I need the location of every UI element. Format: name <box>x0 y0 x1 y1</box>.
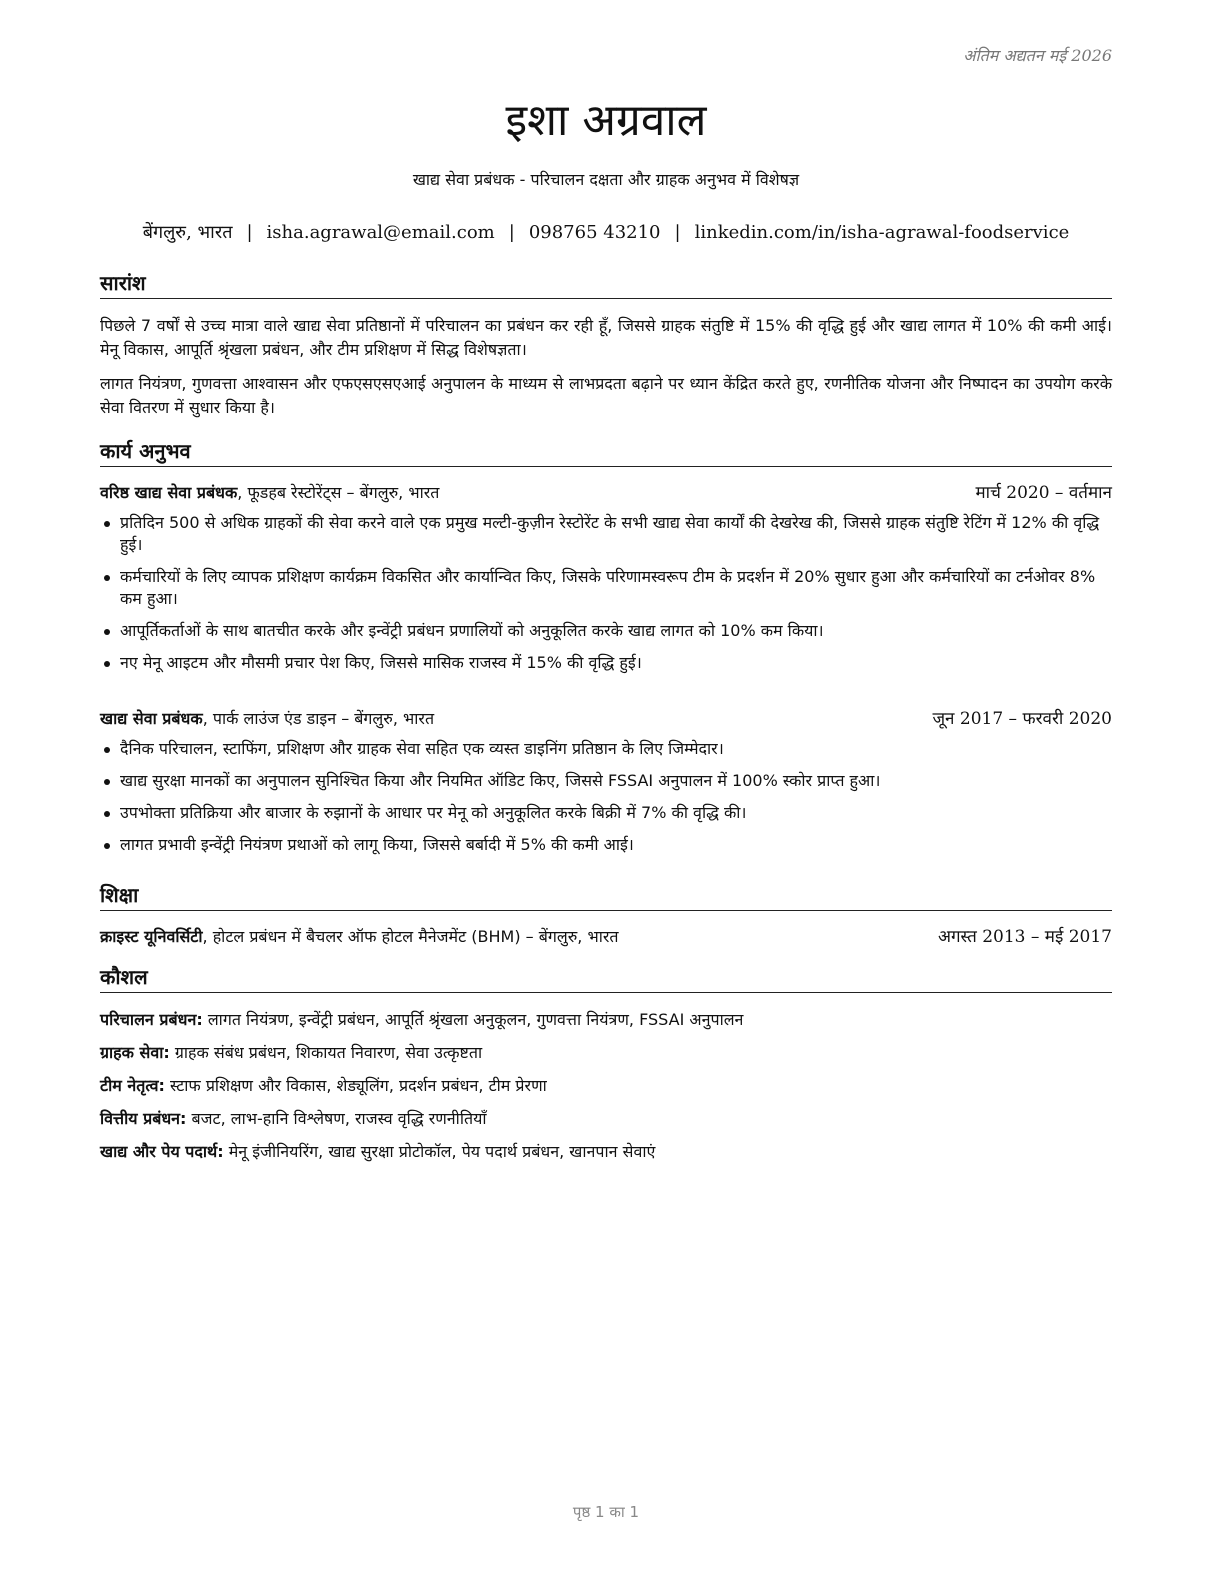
list-item: आपूर्तिकर्ताओं के साथ बातचीत करके और इन्वेंट्री प्रबंधन प्रणालियों को अनुकूलित करके खाद्य लागत को 10% कम किया। <box>100 620 1112 642</box>
summary-paragraph: लागत नियंत्रण, गुणवत्ता आश्वासन और एफएसएसएआई अनुपालन के माध्यम से लाभप्रदता बढ़ाने पर ध्यान केंद्रित करते हुए, रणनीतिक योजना और निष्पादन का उपयोग करके सेवा वितरण में सुधार किया है। <box>100 374 1112 417</box>
section-title-skills: कौशल <box>100 964 1112 993</box>
contact-phone: 098765 43210 <box>528 222 661 243</box>
skill-value: ग्राहक संबंध प्रबंधन, शिकायत निवारण, सेवा उत्कृष्टता <box>169 1043 483 1062</box>
skill-label: ग्राहक सेवा: <box>100 1043 170 1062</box>
skill-label: वित्तीय प्रबंधन: <box>100 1109 187 1128</box>
contact-location: बेंगलुरु, भारत <box>142 222 233 243</box>
skill-value: लागत नियंत्रण, इन्वेंट्री प्रबंधन, आपूर्ति श्रृंखला अनुकूलन, गुणवत्ता नियंत्रण, FSSAI अनुपालन <box>202 1010 744 1029</box>
contact-email[interactable]: isha.agrawal@email.com <box>266 222 495 243</box>
skill-label: परिचालन प्रबंधन: <box>100 1010 203 1029</box>
contact-line <box>100 220 1112 244</box>
job-role: वरिष्ठ खाद्य सेवा प्रबंधक <box>100 483 238 502</box>
list-item: प्रतिदिन 500 से अधिक ग्राहकों की सेवा करने वाले एक प्रमुख मल्टी-कुज़ीन रेस्टोरेंट के सभी खाद्य सेवा कार्यों की देखरेख की, जिससे ग्राहक संतुष्टि रेटिंग में 12% की वृद्धि हुई। <box>100 512 1112 556</box>
list-item: नए मेनू आइटम और मौसमी प्रचार पेश किए, जिससे मासिक राजस्व में 15% की वृद्धि हुई। <box>100 652 1112 674</box>
job-header <box>100 708 1112 730</box>
education-entry <box>100 926 1112 948</box>
skill-value: बजट, लाभ-हानि विश्लेषण, राजस्व वृद्धि रणनीतियाँ <box>186 1109 487 1128</box>
job-dates: मार्च 2020 – वर्तमान <box>975 483 1112 503</box>
education-dates: अगस्त 2013 – मई 2017 <box>937 927 1112 947</box>
skill-line <box>100 1075 1112 1097</box>
separator: | <box>246 222 253 243</box>
section-title-education: शिक्षा <box>100 882 1112 911</box>
job-role: खाद्य सेवा प्रबंधक <box>100 709 203 728</box>
list-item: कर्मचारियों के लिए व्यापक प्रशिक्षण कार्यक्रम विकसित और कार्यान्वित किए, जिसके परिणामस्वरूप टीम के प्रदर्शन में 20% सुधार हुआ और कर्मचारियों का टर्नओवर 8% कम हुआ। <box>100 566 1112 610</box>
degree: , होटल प्रबंधन में बैचलर ऑफ होटल मैनेजमेंट (BHM) – बेंगलुरु, भारत <box>202 927 619 946</box>
skill-line <box>100 1042 1112 1064</box>
skill-value: स्टाफ प्रशिक्षण और विकास, शेड्यूलिंग, प्रदर्शन प्रबंधन, टीम प्रेरणा <box>164 1076 547 1095</box>
candidate-name: इशा अग्रवाल <box>505 95 707 146</box>
section-title-summary: सारांश <box>100 270 1112 299</box>
job-bullets <box>100 512 1112 684</box>
skill-line <box>100 1141 1112 1163</box>
list-item: खाद्य सुरक्षा मानकों का अनुपालन सुनिश्चित किया और नियमित ऑडिट किए, जिससे FSSAI अनुपालन में 100% स्कोर प्राप्त हुआ। <box>100 770 1112 792</box>
skill-label: टीम नेतृत्व: <box>100 1076 165 1095</box>
summary-paragraph: पिछले 7 वर्षों से उच्च मात्रा वाले खाद्य सेवा प्रतिष्ठानों में परिचालन का प्रबंधन कर रही हूँ, जिससे ग्राहक संतुष्टि में 15% की वृद्धि हुई और खाद्य लागत में 10% की कमी आई। मेनू विकास, आपूर्ति श्रृंखला प्रबंधन, और टीम प्रशिक्षण में सिद्ध विशेषज्ञता। <box>100 316 1112 359</box>
last-updated: अंतिम अद्यतन मई 2026 <box>963 46 1112 65</box>
list-item: उपभोक्ता प्रतिक्रिया और बाजार के रुझानों के आधार पर मेनू को अनुकूलित करके बिक्री में 7% की वृद्धि की। <box>100 802 1112 824</box>
skill-line <box>100 1108 1112 1130</box>
job-org: , पार्क लाउंज एंड डाइन – बेंगलुरु, भारत <box>202 709 435 728</box>
job-bullets <box>100 738 1112 866</box>
school-name: क्राइस्ट यूनिवर्सिटी <box>100 927 203 946</box>
skill-value: मेनू इंजीनियरिंग, खाद्य सुरक्षा प्रोटोकॉल, पेय पदार्थ प्रबंधन, खानपान सेवाएं <box>223 1142 656 1161</box>
resume-page <box>100 0 1112 1584</box>
list-item: लागत प्रभावी इन्वेंट्री नियंत्रण प्रथाओं को लागू किया, जिससे बर्बादी में 5% की कमी आई। <box>100 834 1112 856</box>
job-header <box>100 482 1112 504</box>
skill-label: खाद्य और पेय पदार्थ: <box>100 1142 224 1161</box>
contact-linkedin[interactable]: linkedin.com/in/isha-agrawal-foodservice <box>694 222 1070 243</box>
page-number: पृष्ठ 1 का 1 <box>572 1503 640 1521</box>
separator: | <box>674 222 681 243</box>
headline: खाद्य सेवा प्रबंधक - परिचालन दक्षता और ग्राहक अनुभव में विशेषज्ञ <box>412 170 800 189</box>
section-title-experience: कार्य अनुभव <box>100 438 1112 467</box>
skill-line <box>100 1009 1112 1031</box>
job-org: , फूडहब रेस्टोरेंट्स – बेंगलुरु, भारत <box>237 483 440 502</box>
separator: | <box>508 222 515 243</box>
list-item: दैनिक परिचालन, स्टाफिंग, प्रशिक्षण और ग्राहक सेवा सहित एक व्यस्त डाइनिंग प्रतिष्ठान के लिए जिम्मेदार। <box>100 738 1112 760</box>
job-dates: जून 2017 – फरवरी 2020 <box>932 709 1112 729</box>
